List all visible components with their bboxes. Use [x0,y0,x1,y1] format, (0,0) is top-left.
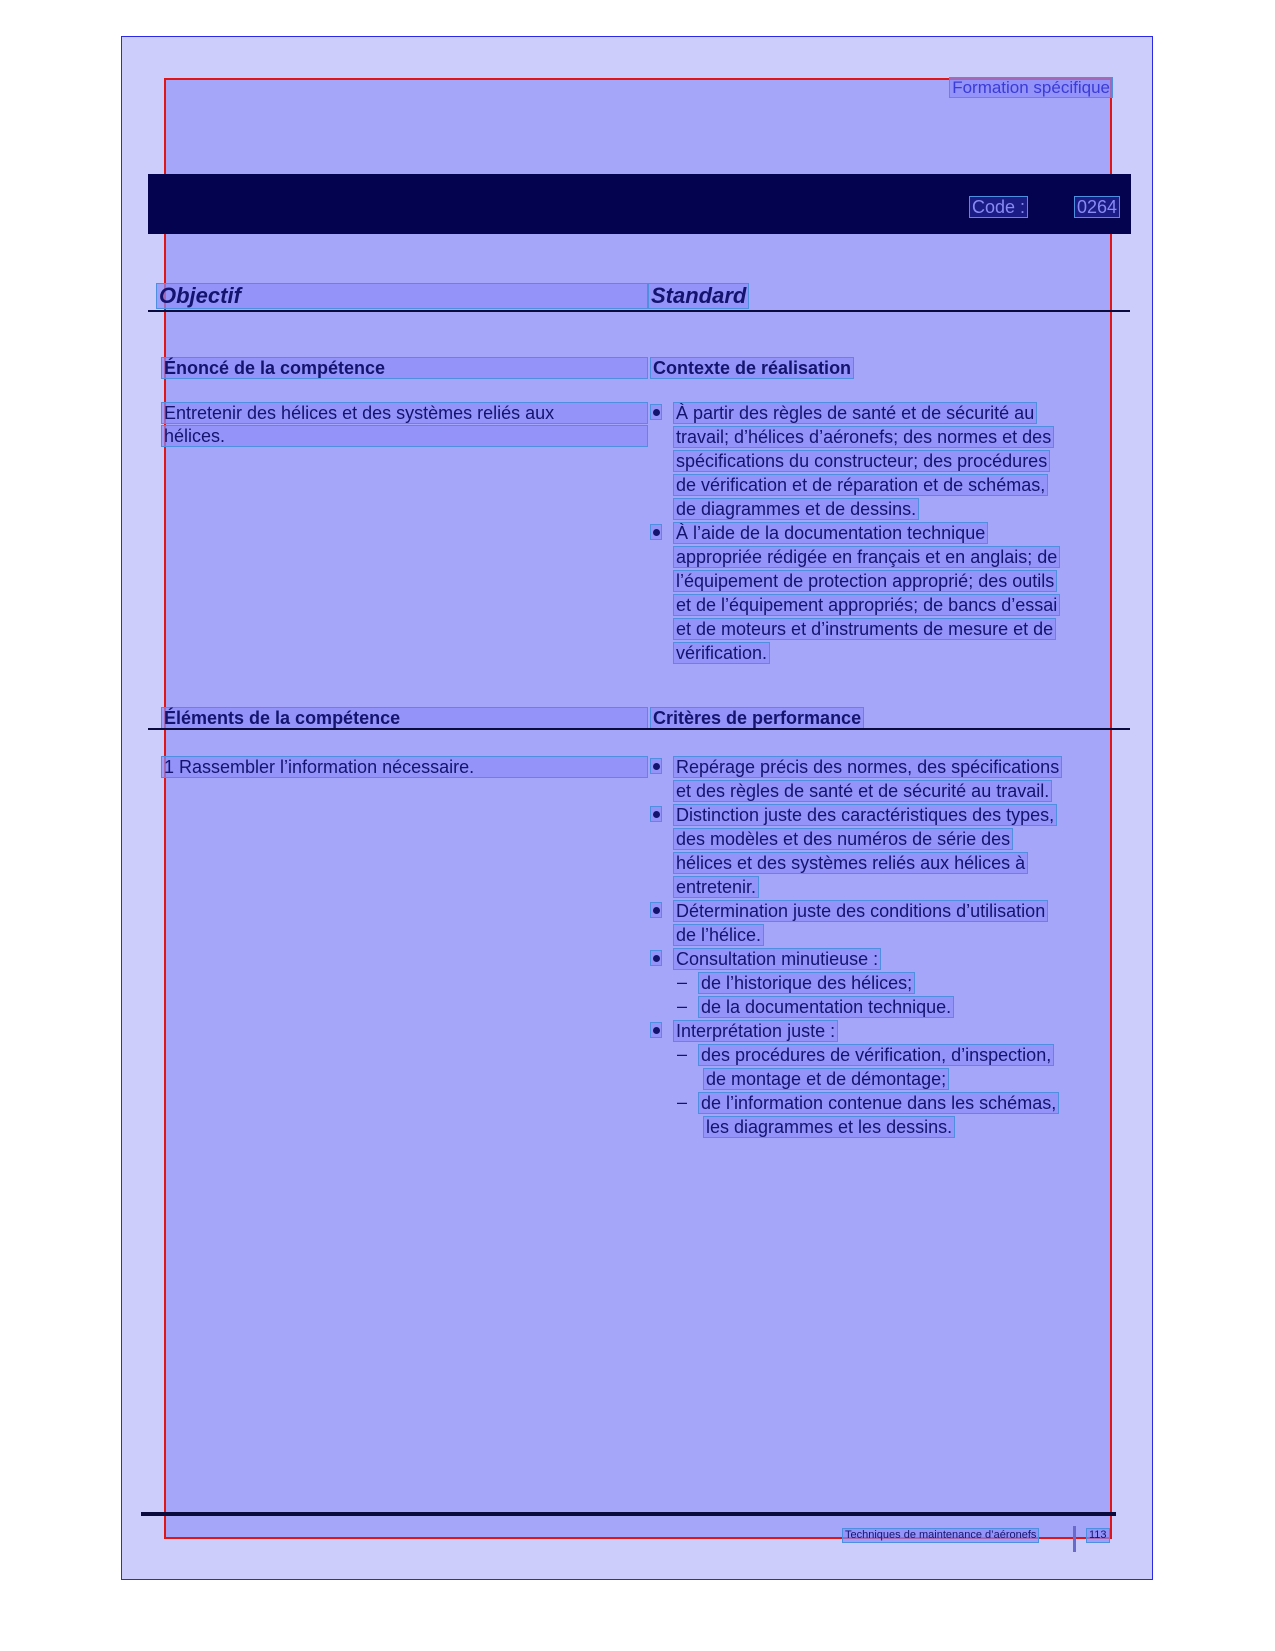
footer-separator [1073,1526,1076,1552]
contexte-line: l’équipement de protection approprié; des outils [673,570,1057,592]
contexte-line: appropriée rédigée en français et en anglais; de [673,546,1060,568]
section-title-criteres: Critères de performance [650,707,864,729]
criterion-line: Détermination juste des conditions d’utilisation [673,900,1048,922]
competence-text-line-2: hélices. [161,425,648,447]
contexte-line: À l’aide de la documentation technique [673,522,988,544]
contexte-line: et de moteurs et d’instruments de mesure et de [673,618,1056,640]
dash-marker: – [677,972,688,992]
footer-rule [141,1512,1116,1516]
dash-marker: – [677,996,688,1016]
contexte-line: et de l’équipement appropriés; de bancs d’essai [673,594,1060,616]
criterion-line: Consultation minutieuse : [673,948,881,970]
section-title-enonce: Énoncé de la compétence [161,357,648,379]
contexte-line: spécifications du constructeur; des procédures [673,450,1050,472]
criterion-subline: de la documentation technique. [698,996,954,1018]
criterion-line: des modèles et des numéros de série des [673,828,1013,850]
criterion-line: Interprétation juste : [673,1020,838,1042]
bullet-dot [653,955,660,962]
dash-marker: – [677,1092,688,1112]
criterion-subline: de l’historique des hélices; [698,972,915,994]
left-heading-objectif: Objectif [156,283,648,309]
right-heading-standard: Standard [648,283,749,309]
bullet-dot [653,907,660,914]
element-1: 1 Rassembler l’information nécessaire. [161,756,648,778]
contexte-line: de vérification et de réparation et de schémas, [673,474,1048,496]
section-title-contexte: Contexte de réalisation [650,357,854,379]
contexte-line: de diagrammes et de dessins. [673,498,919,520]
competence-text-line-1: Entretenir des hélices et des systèmes reliés aux [161,402,648,424]
criterion-line: et des règles de santé et de sécurité au travail. [673,780,1052,802]
criterion-line: hélices et des systèmes reliés aux hélices à [673,852,1028,874]
criterion-line: Repérage précis des normes, des spécifications [673,756,1062,778]
criterion-subline: des procédures de vérification, d’inspection, [698,1044,1054,1066]
footer-page-number: 113 [1086,1528,1110,1543]
bullet-dot [653,811,660,818]
code-label: Code : [969,196,1028,218]
bullet-dot [653,1027,660,1034]
criterion-line: de l’hélice. [673,924,764,946]
contexte-line: À partir des règles de santé et de sécurité au [673,402,1037,424]
criterion-subline: les diagrammes et les dessins. [703,1116,955,1138]
footer-title: Techniques de maintenance d’aéronefs [842,1528,1039,1543]
section-rule [148,728,1130,730]
contexte-line: travail; d’hélices d’aéronefs; des normes et des [673,426,1054,448]
dash-marker: – [677,1044,688,1064]
criterion-subline: de l’information contenue dans les schémas, [698,1092,1059,1114]
contexte-line: vérification. [673,642,770,664]
criterion-line: Distinction juste des caractéristiques des types, [673,804,1057,826]
bullet-dot [653,763,660,770]
bullet-dot [653,529,660,536]
bullet-dot [653,409,660,416]
heading-rule [148,310,1130,312]
top-note: Formation spécifique [949,77,1113,98]
code-value: 0264 [1074,196,1120,218]
section-title-elements: Éléments de la compétence [161,707,648,729]
criterion-line: entretenir. [673,876,759,898]
criterion-subline: de montage et de démontage; [703,1068,949,1090]
